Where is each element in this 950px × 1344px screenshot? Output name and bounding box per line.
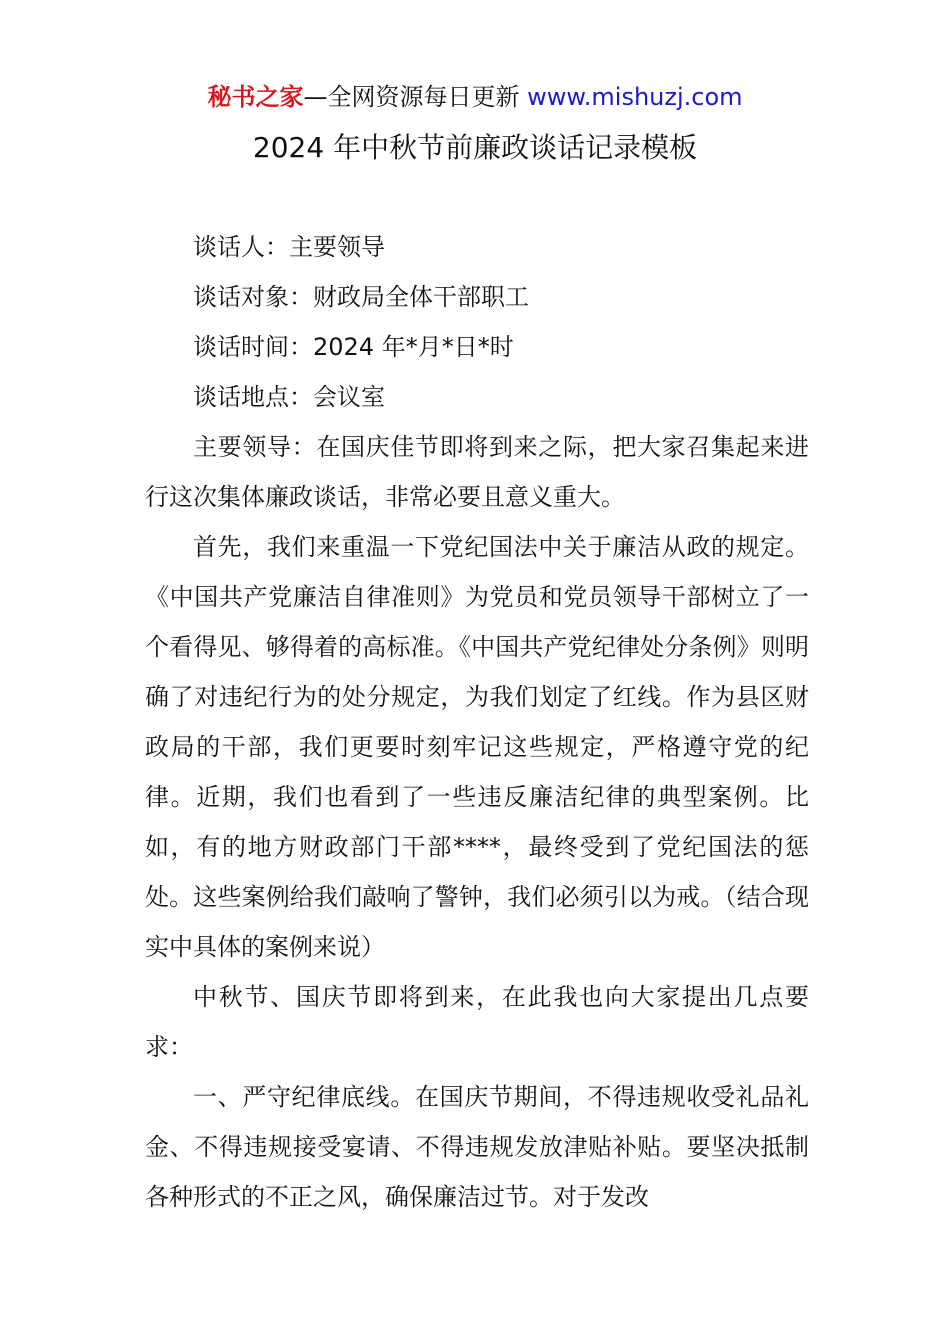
meta-speaker: 谈话人：主要领导 (193, 233, 385, 261)
body-paragraph: 一、严守纪律底线。在国庆节期间，不得违规收受礼品礼金、不得违规接受宴请、不得违规发放津贴补贴。要坚决抵制各种形式的不正之风，确保廉洁过节。对于发改 (145, 1083, 809, 1211)
site-url-link[interactable]: www.mishuzj.com (527, 83, 743, 111)
body-paragraph: 首先，我们来重温一下党纪国法中关于廉洁从政的规定。《中国共产党廉洁自律准则》为党员和党员领导干部树立了一个看得见、够得着的高标准。《中国共产党纪律处分条例》则明确了对违纪行为的处分规定，为我们划定了红线。作为县区财政局的干部，我们更要时刻牢记这些规定，严格遵守党的纪律。近期，我们也看到了一些违反廉洁纪律的典型案例。比如，有的地方财政部门干部****，最终受到了党纪国法的惩处。这些案例给我们敲响了警钟，我们必须引以为戒。（结合现实中具体的案例来说） (145, 533, 809, 961)
site-header (0, 80, 950, 114)
header-tagline: —全网资源每日更新 (303, 83, 520, 111)
body-paragraph: 中秋节、国庆节即将到来，在此我也向大家提出几点要求： (145, 983, 809, 1061)
body-paragraph: 主要领导：在国庆佳节即将到来之际，把大家召集起来进行这次集体廉政谈话，非常必要且意义重大。 (145, 433, 809, 511)
meta-time: 谈话时间：2024 年*月*日*时 (193, 333, 514, 361)
brand-name: 秘书之家 (207, 83, 304, 111)
document-body (145, 222, 809, 1222)
document-title: 2024 年中秋节前廉政谈话记录模板 (252, 131, 698, 164)
meta-audience: 谈话对象：财政局全体干部职工 (193, 283, 529, 311)
meta-location: 谈话地点：会议室 (193, 383, 385, 411)
